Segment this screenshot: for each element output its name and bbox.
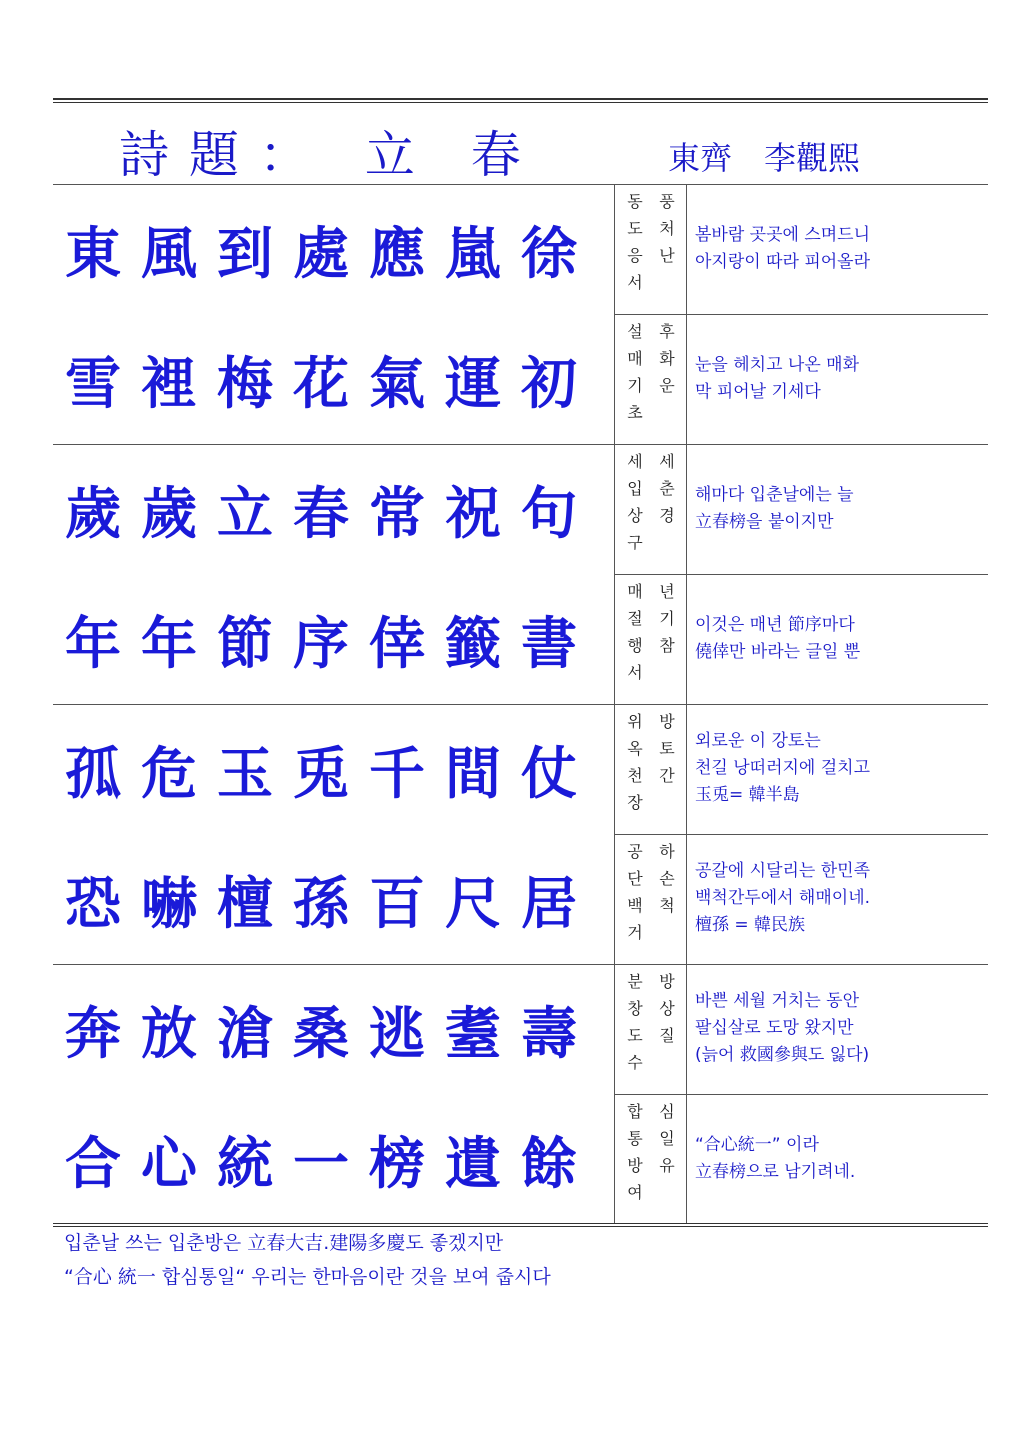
reading-char: 서 <box>627 273 643 292</box>
reading-char: 세 <box>659 452 675 471</box>
translation <box>695 612 983 666</box>
verse-text: 孤危玉兎千間仗 <box>65 741 597 807</box>
bottom-rule <box>53 1223 988 1224</box>
poem-line <box>53 834 988 964</box>
reading-char: 일 <box>659 1129 675 1148</box>
reading-char: 토 <box>659 739 675 758</box>
poem-title: 詩題： 立 春 <box>119 126 541 184</box>
reading-char: 상 <box>627 506 643 525</box>
reading-char: 운 <box>659 376 675 395</box>
reading-char: 손 <box>659 869 675 888</box>
translation <box>695 1132 983 1186</box>
translation <box>695 222 983 276</box>
translation-line: 아지랑이 따라 피어올라 <box>695 252 871 272</box>
reading-char: 척 <box>659 896 675 915</box>
verse-text: 東風到處應嵐徐 <box>65 221 597 287</box>
reading-char: 옥 <box>627 739 643 758</box>
reading-char: 하 <box>659 842 675 861</box>
hangul-reading <box>619 578 683 702</box>
reading-char: 분 <box>627 972 643 991</box>
footer-line: 입춘날 쓰는 입춘방은 立春大吉.建陽多慶도 좋겠지만 <box>64 1232 504 1254</box>
verse-text: 雪裡梅花氣運初 <box>65 351 597 417</box>
poem-line <box>53 704 988 834</box>
reading-char: 초 <box>627 403 643 422</box>
poem-line <box>53 964 988 1094</box>
reading-char: 구 <box>627 533 643 552</box>
footer-note <box>64 1226 984 1294</box>
reading-char: 방 <box>627 1156 643 1175</box>
translation-line: 바쁜 세월 거치는 동안 <box>695 991 860 1011</box>
translation-line: 눈을 헤치고 나온 매화 <box>695 355 860 375</box>
reading-char: 방 <box>659 712 675 731</box>
verse-text: 年年節序倖籤書 <box>65 611 597 677</box>
reading-char: 처 <box>659 219 675 238</box>
reading-char: 행 <box>627 636 643 655</box>
reading-char: 단 <box>627 869 643 888</box>
reading-char: 년 <box>659 582 675 601</box>
reading-char: 심 <box>659 1102 675 1121</box>
translation-line: 팔십살로 도망 왔지만 <box>695 1018 854 1038</box>
hangul-reading <box>619 318 683 442</box>
reading-char: 공 <box>627 842 643 861</box>
reading-char: 춘 <box>659 479 675 498</box>
reading-char: 세 <box>627 452 643 471</box>
reading-char: 매 <box>627 349 643 368</box>
reading-char: 후 <box>659 322 675 341</box>
reading-char: 난 <box>659 246 675 265</box>
reading-char: 서 <box>627 663 643 682</box>
reading-char: 응 <box>627 246 643 265</box>
poem-line <box>53 1094 988 1224</box>
reading-char: 통 <box>627 1129 643 1148</box>
reading-char: 창 <box>627 999 643 1018</box>
reading-char: 참 <box>659 636 675 655</box>
reading-char: 기 <box>627 376 643 395</box>
reading-char: 질 <box>659 1026 675 1045</box>
translation-line: 立春榜으로 남기려네. <box>695 1162 856 1182</box>
reading-char: 설 <box>627 322 643 341</box>
translation <box>695 482 983 536</box>
reading-char: 유 <box>659 1156 675 1175</box>
translation-line: 봄바람 곳곳에 스며드니 <box>695 225 871 245</box>
verse-text: 奔放滄桑逃耋壽 <box>65 1001 597 1067</box>
footer-line: “合心 統一 합심통일“ 우리는 한마음이란 것을 보여 줍시다 <box>64 1266 551 1288</box>
poem-line <box>53 444 988 574</box>
reading-char: 간 <box>659 766 675 785</box>
poem-line <box>53 184 988 314</box>
reading-char: 경 <box>659 506 675 525</box>
translation <box>695 988 983 1069</box>
hangul-reading <box>619 838 683 962</box>
translation <box>695 858 983 939</box>
top-rule <box>53 98 988 100</box>
translation-line: 이것은 매년 節序마다 <box>695 615 855 635</box>
poem-line <box>53 314 988 444</box>
translation-line: 僥倖만 바라는 글일 뿐 <box>695 642 861 662</box>
poem-line <box>53 574 988 704</box>
translation-line: (늙어 救國參與도 잃다) <box>695 1045 870 1065</box>
translation-line: 외로운 이 강토는 <box>695 731 821 751</box>
translation-line: “合心統一” 이라 <box>695 1135 819 1155</box>
translation <box>695 352 983 406</box>
reading-char: 입 <box>627 479 643 498</box>
title-row <box>53 103 988 185</box>
translation-line: 막 피어날 기세다 <box>695 382 821 402</box>
reading-char: 거 <box>627 923 643 942</box>
verse-text: 歲歲立春常祝句 <box>65 481 597 547</box>
hangul-reading <box>619 188 683 312</box>
translation-line: 백척간두에서 해매이네. <box>695 888 871 908</box>
hangul-reading <box>619 1098 683 1222</box>
hangul-reading <box>619 968 683 1092</box>
reading-char: 기 <box>659 609 675 628</box>
reading-char: 방 <box>659 972 675 991</box>
reading-char: 풍 <box>659 192 675 211</box>
reading-char: 상 <box>659 999 675 1018</box>
verse-text: 合心統一榜遺餘 <box>65 1131 597 1197</box>
translation-line: 玉兎= 韓半島 <box>695 785 800 805</box>
translation-line: 해마다 입춘날에는 늘 <box>695 485 854 505</box>
poem-grid <box>53 184 988 1224</box>
poem-author: 東齊 李觀熙 <box>668 139 861 177</box>
reading-char: 도 <box>627 1026 643 1045</box>
reading-char: 절 <box>627 609 643 628</box>
translation-line: 檀孫 = 韓民族 <box>695 915 806 935</box>
hangul-reading <box>619 448 683 572</box>
reading-char: 합 <box>627 1102 643 1121</box>
reading-char: 천 <box>627 766 643 785</box>
reading-char: 수 <box>627 1053 643 1072</box>
reading-char: 도 <box>627 219 643 238</box>
reading-char: 백 <box>627 896 643 915</box>
translation-line: 천길 낭떠러지에 걸치고 <box>695 758 871 778</box>
verse-text: 恐嚇檀孫百尺居 <box>65 871 597 937</box>
reading-char: 동 <box>627 192 643 211</box>
reading-char: 화 <box>659 349 675 368</box>
translation-line: 立春榜을 붙이지만 <box>695 512 834 532</box>
translation <box>695 728 983 809</box>
reading-char: 매 <box>627 582 643 601</box>
reading-char: 장 <box>627 793 643 812</box>
translation-line: 공갈에 시달리는 한민족 <box>695 861 871 881</box>
reading-char: 여 <box>627 1183 643 1202</box>
reading-char: 위 <box>627 712 643 731</box>
hangul-reading <box>619 708 683 832</box>
